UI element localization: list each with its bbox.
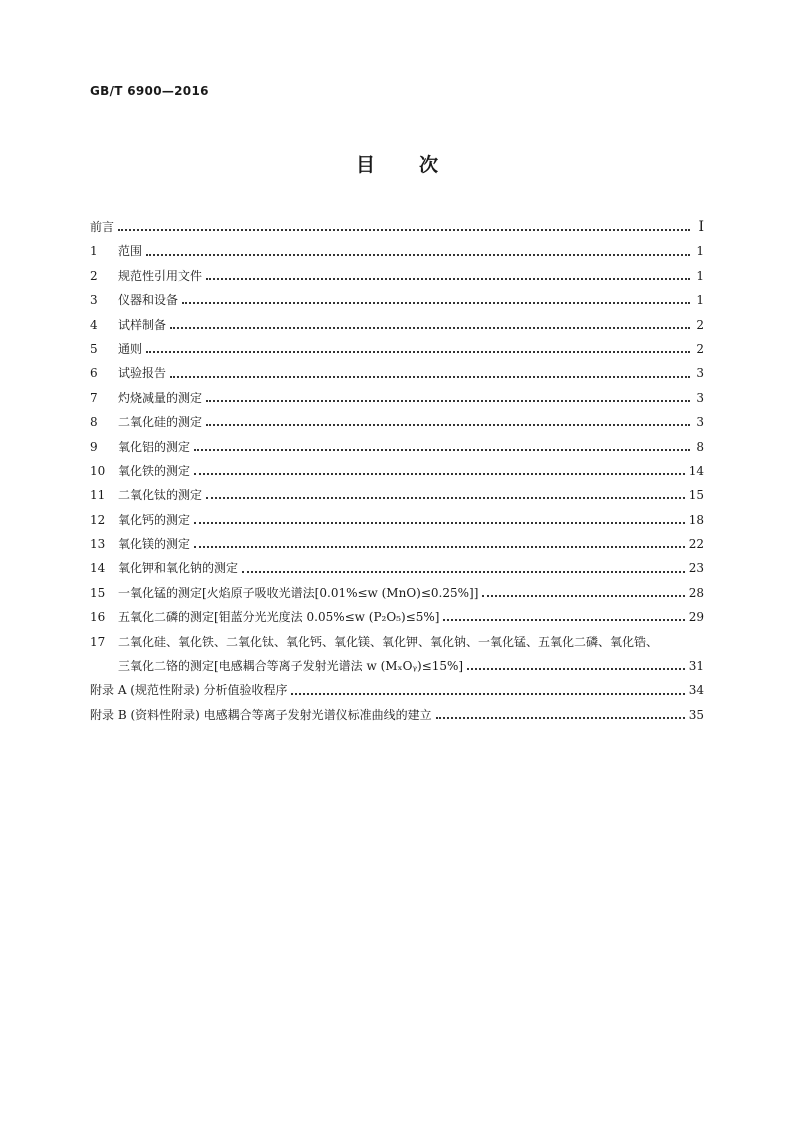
toc-label: 二氧化硅、氧化铁、二氧化钛、氧化钙、氧化镁、氧化钾、氧化钠、一氧化锰、五氧化二磷、氧化锆、 [118,634,659,649]
toc-label: 通则 [118,341,143,356]
dot-leader [146,343,690,355]
toc-entry-8[interactable] [90,410,704,434]
dot-leader [206,392,690,404]
toc-number: 17 [90,634,106,649]
toc-page-number: 14 [688,463,704,478]
dot-leader [206,489,685,501]
dot-leader [242,563,685,575]
toc-number: 15 [90,585,106,600]
toc-entry-17[interactable] [90,630,704,654]
toc-entry-appendix-b[interactable] [90,703,704,727]
toc-entry-5[interactable] [90,337,704,361]
toc-page-number: 1 [696,244,704,259]
toc-page-number: 29 [688,610,704,625]
toc-label: 三氧化二铬的测定[电感耦合等离子发射光谱法 w (MₓOᵧ)≤15%] [118,659,464,674]
toc-entry-15[interactable] [90,581,704,605]
table-of-contents [90,215,704,727]
toc-number: 7 [90,390,98,405]
toc-entry-9[interactable] [90,435,704,459]
dot-leader [206,416,690,428]
toc-label: 试验报告 [118,366,167,381]
title-char-1: 目 [355,154,375,176]
toc-label: 氧化镁的测定 [118,537,191,552]
dot-leader [436,709,685,721]
toc-entry-11[interactable] [90,483,704,507]
dot-leader [118,221,690,233]
toc-page-number: Ⅰ [698,219,704,235]
toc-page-number: 23 [688,561,704,576]
toc-label: 范围 [118,244,143,259]
toc-label: 氧化钾和氧化钠的测定 [118,561,239,576]
toc-number: 8 [90,415,98,430]
toc-number: 11 [90,488,106,503]
toc-page-number: 15 [688,488,704,503]
toc-page-number: 31 [688,659,704,674]
dot-leader [194,441,690,453]
toc-page-number: 22 [688,537,704,552]
toc-number: 16 [90,610,106,625]
toc-label: 二氧化钛的测定 [118,488,203,503]
toc-label: 附录 B (资料性附录) 电感耦合等离子发射光谱仪标准曲线的建立 [90,707,432,722]
toc-number: 1 [90,244,98,259]
toc-page-number: 1 [696,293,704,308]
toc-label: 一氧化锰的测定[火焰原子吸收光谱法[0.01%≤w (MnO)≤0.25%]] [118,585,479,600]
title-char-2: 次 [419,154,439,176]
toc-entry-10[interactable] [90,459,704,483]
dot-leader [146,246,690,258]
dot-leader [194,465,685,477]
page-title [0,150,794,177]
toc-number: 5 [90,341,98,356]
toc-page-number: 8 [696,439,704,454]
toc-label: 试样制备 [118,317,167,332]
toc-label: 五氧化二磷的测定[钼蓝分光光度法 0.05%≤w (P₂O₅)≤5%] [118,610,440,625]
toc-number: 6 [90,366,98,381]
toc-label: 仪器和设备 [118,293,179,308]
dot-leader [182,294,690,306]
toc-number: 2 [90,268,98,283]
toc-entry-13[interactable] [90,532,704,556]
toc-number: 4 [90,317,98,332]
toc-label: 规范性引用文件 [118,268,203,283]
toc-page-number: 18 [688,512,704,527]
toc-label: 前言 [90,220,115,234]
toc-entry-12[interactable] [90,508,704,532]
toc-number: 10 [90,463,106,478]
toc-entry-2[interactable] [90,264,704,288]
toc-label: 附录 A (规范性附录) 分析值验收程序 [90,683,288,698]
toc-page-number: 2 [696,341,704,356]
dot-leader [482,587,684,599]
toc-page-number: 34 [688,683,704,698]
toc-label: 氧化钙的测定 [118,512,191,527]
toc-number: 12 [90,512,106,527]
toc-page-number: 3 [696,366,704,381]
toc-label: 灼烧减量的测定 [118,390,203,405]
toc-number: 14 [90,561,106,576]
toc-entry-7[interactable] [90,386,704,410]
toc-page-number: 3 [696,390,704,405]
toc-page-number: 2 [696,317,704,332]
toc-label: 二氧化硅的测定 [118,415,203,430]
standard-code: GB/T 6900—2016 [90,84,209,98]
dot-leader [291,685,684,697]
toc-entry-17-continued[interactable] [90,654,704,678]
toc-page-number: 35 [688,707,704,722]
toc-label: 氧化铁的测定 [118,463,191,478]
toc-entry-6[interactable] [90,361,704,385]
toc-number: 13 [90,537,106,552]
dot-leader [194,514,685,526]
toc-number: 9 [90,439,98,454]
toc-entry-14[interactable] [90,556,704,580]
dot-leader [170,319,690,331]
toc-entry-1[interactable] [90,239,704,263]
toc-entry-16[interactable] [90,605,704,629]
dot-leader [443,611,684,623]
toc-entry-appendix-a[interactable] [90,678,704,702]
dot-leader [194,538,685,550]
toc-number: 3 [90,293,98,308]
toc-page-number: 3 [696,415,704,430]
toc-entry-3[interactable] [90,288,704,312]
dot-leader [170,368,690,380]
toc-entry-foreword[interactable] [90,215,704,239]
toc-entry-4[interactable] [90,313,704,337]
toc-page-number: 28 [688,585,704,600]
toc-page-number: 1 [696,268,704,283]
dot-leader [467,660,685,672]
toc-label: 氧化铝的测定 [118,439,191,454]
dot-leader [206,270,690,282]
